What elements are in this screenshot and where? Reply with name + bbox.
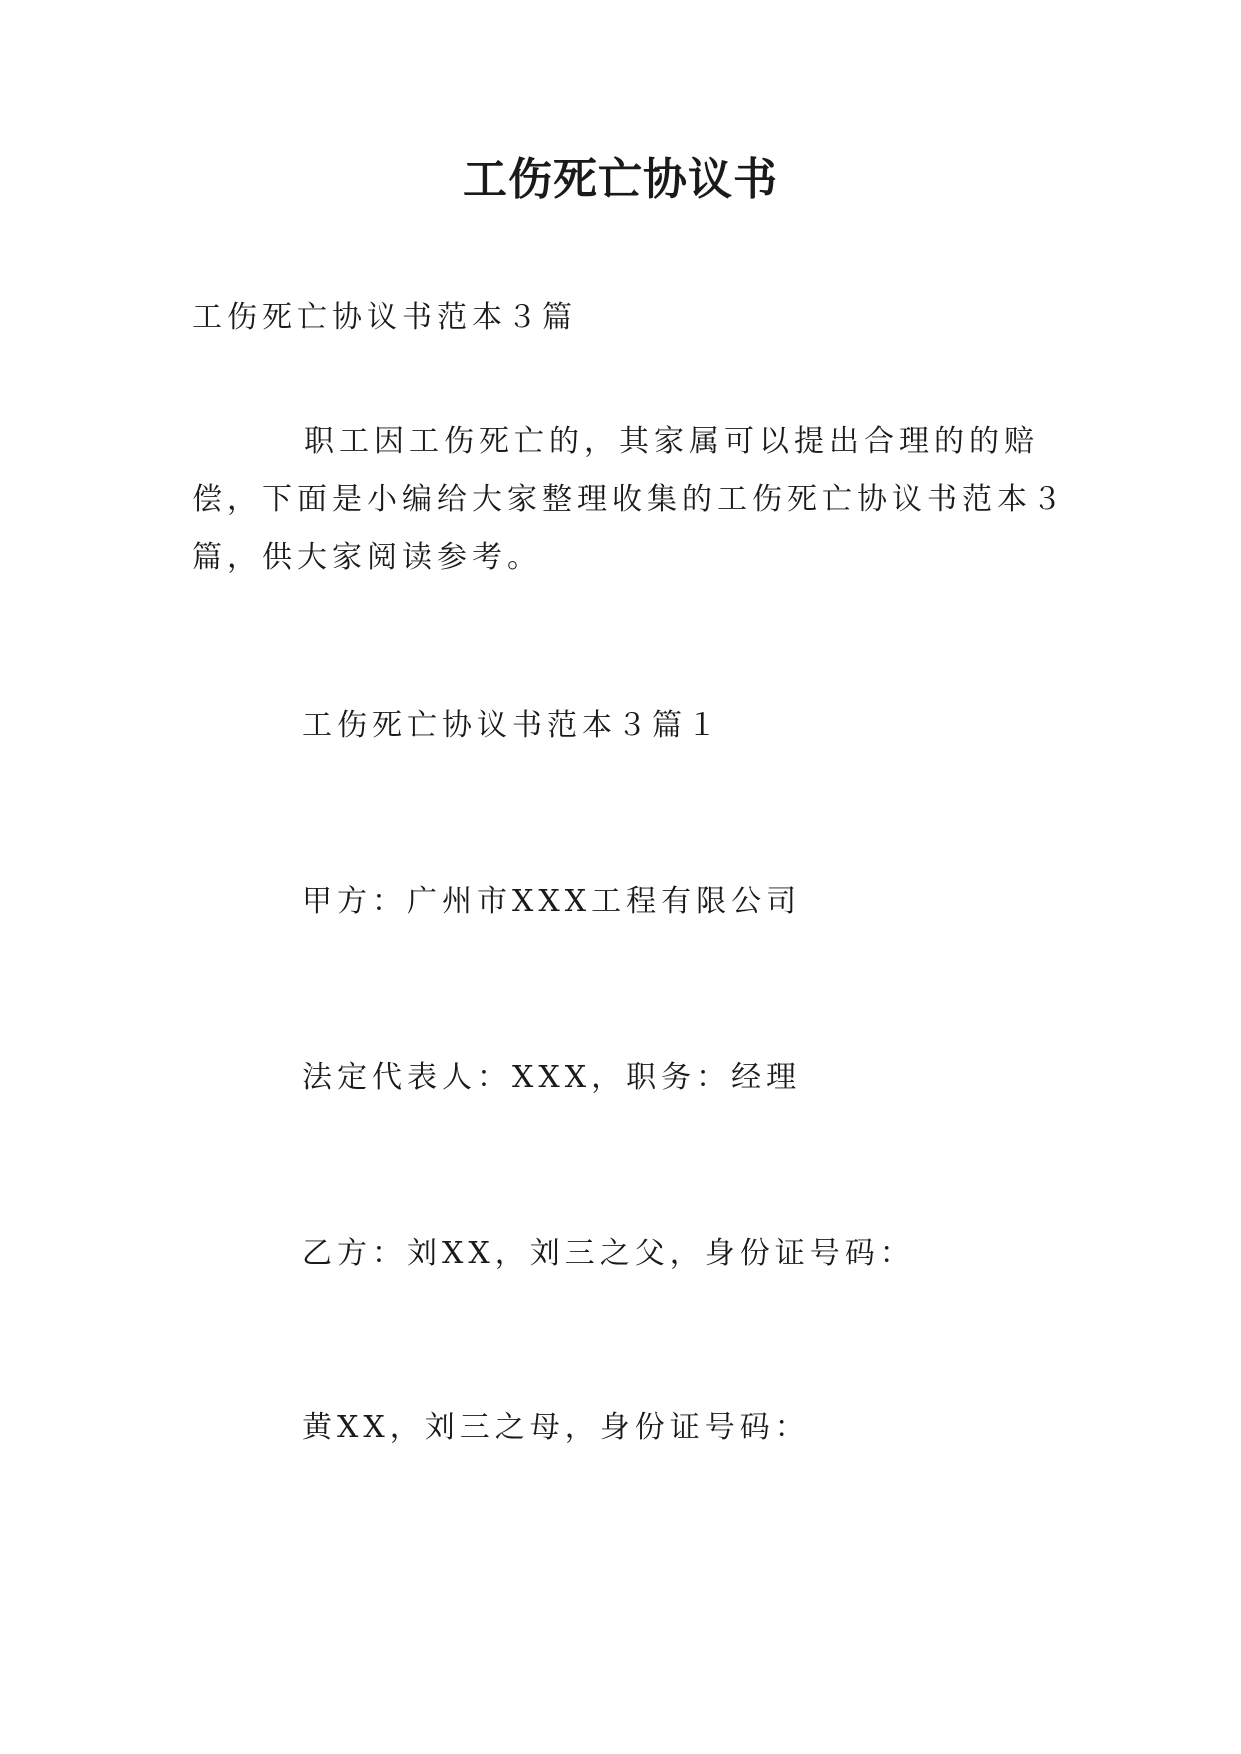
document-title: 工伤死亡协议书 <box>463 154 778 205</box>
intro-paragraph: 职工因工伤死亡的，其家属可以提出合理的的赔偿，下面是小编给大家整理收集的工伤死亡协议书范本３篇，供大家阅读参考。 <box>192 424 1067 575</box>
document-subtitle: 工伤死亡协议书范本３篇 <box>192 300 577 335</box>
party-a-line: 甲方：广州市XXX工程有限公司 <box>302 884 802 919</box>
party-b-line: 乙方：刘XX，刘三之父，身份证号码： <box>302 1236 915 1271</box>
party-b-mother-line: 黄XX，刘三之母，身份证号码： <box>302 1410 810 1445</box>
legal-representative-line: 法定代表人：XXX，职务：经理 <box>302 1060 802 1095</box>
section-heading: 工伤死亡协议书范本３篇１ <box>302 708 722 743</box>
